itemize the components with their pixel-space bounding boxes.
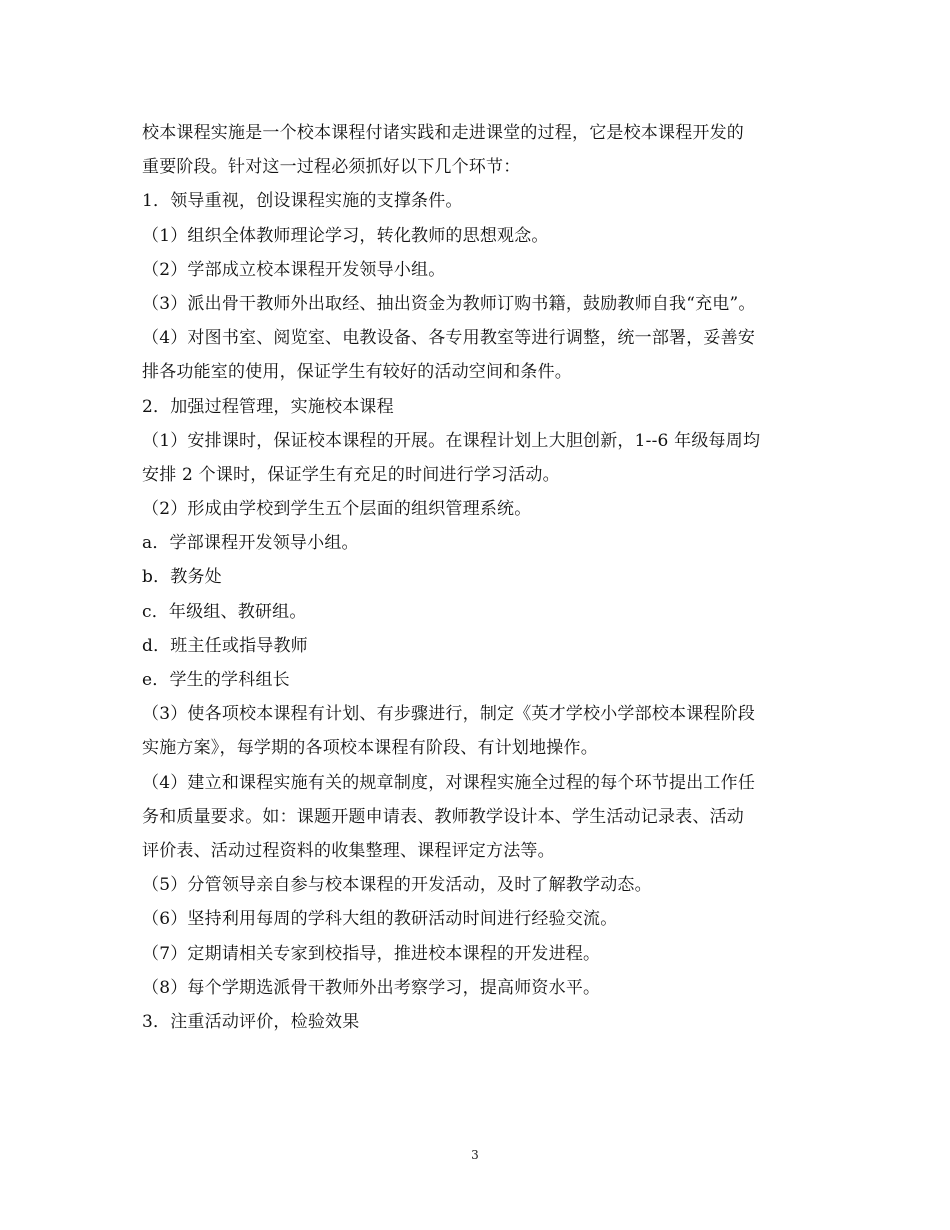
text-line: 评价表、活动过程资料的收集整理、课程评定方法等。 bbox=[142, 840, 555, 861]
section-heading: 3．注重活动评价，检验效果 bbox=[142, 1011, 360, 1032]
list-item: （3）使各项校本课程有计划、有步骤进行，制定《英才学校小学部校本课程阶段 bbox=[142, 704, 756, 725]
list-item: （4）对图书室、阅览室、电教设备、各专用教室等进行调整，统一部署，妥善安 bbox=[142, 328, 756, 349]
list-item: （2）形成由学校到学生五个层面的组织管理系统。 bbox=[142, 499, 532, 520]
list-item: （6）坚持利用每周的学科大组的教研活动时间进行经验交流。 bbox=[142, 909, 618, 930]
text-line: 实施方案》，每学期的各项校本课程有阶段、有计划地操作。 bbox=[142, 738, 598, 759]
page-number: 3 bbox=[471, 1148, 479, 1162]
list-item: （3）派出骨干教师外出取经、抽出资金为教师订购书籍，鼓励教师自我“充电”。 bbox=[142, 293, 756, 314]
list-item: （2）学部成立校本课程开发领导小组。 bbox=[142, 259, 446, 280]
list-item: a．学部课程开发领导小组。 bbox=[142, 533, 359, 554]
text-line: 务和质量要求。如：课题开题申请表、教师教学设计本、学生活动记录表、活动 bbox=[142, 806, 744, 827]
list-item: （5）分管领导亲自参与校本课程的开发活动，及时了解教学动态。 bbox=[142, 875, 652, 896]
list-item: e．学生的学科组长 bbox=[142, 670, 290, 690]
section-heading: 1．领导重视，创设课程实施的支撑条件。 bbox=[142, 191, 463, 212]
list-item: （4）建立和课程实施有关的规章制度，对课程实施全过程的每个环节提出工作任 bbox=[142, 772, 756, 793]
document-body bbox=[142, 116, 812, 1039]
list-item: （1）组织全体教师理论学习，转化教师的思想观念。 bbox=[142, 225, 549, 246]
list-item: d．班主任或指导教师 bbox=[142, 635, 308, 656]
list-item: b．教务处 bbox=[142, 567, 222, 588]
list-item: （1）安排课时，保证校本课程的开展。在课程计划上大胆创新，1--6 年级每周均 bbox=[142, 430, 761, 451]
text-line: 校本课程实施是一个校本课程付诸实践和走进课堂的过程，它是校本课程开发的 bbox=[142, 123, 744, 143]
list-item: （8）每个学期选派骨干教师外出考察学习，提高师资水平。 bbox=[142, 977, 601, 998]
text-line: 重要阶段。针对这一过程必须抓好以下几个环节： bbox=[142, 157, 521, 178]
text-line: 安排 2 个课时，保证学生有充足的时间进行学习活动。 bbox=[142, 464, 560, 485]
list-item: c．年级组、教研组。 bbox=[142, 601, 307, 622]
section-heading: 2．加强过程管理，实施校本课程 bbox=[142, 396, 394, 417]
list-item: （7）定期请相关专家到校指导，推进校本课程的开发进程。 bbox=[142, 943, 601, 964]
text-line: 排各功能室的使用，保证学生有较好的活动空间和条件。 bbox=[142, 362, 572, 383]
